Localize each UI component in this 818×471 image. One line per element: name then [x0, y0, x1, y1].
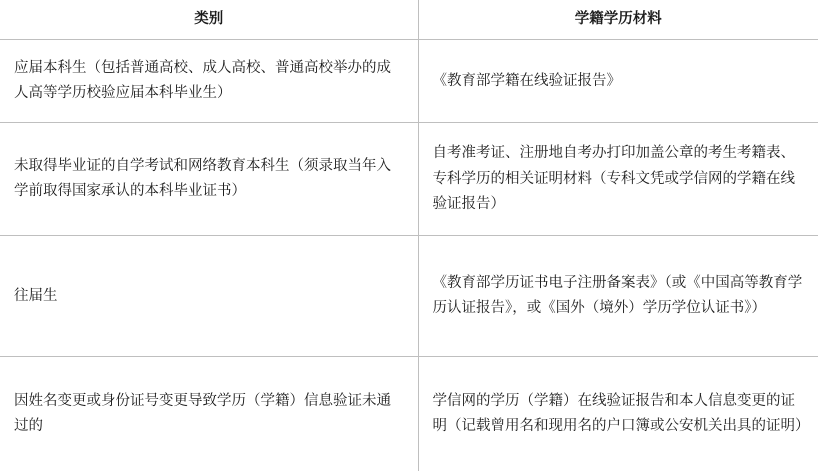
category-text: 因姓名变更或身份证号变更导致学历（学籍）信息验证未通过的	[14, 393, 391, 435]
materials-text: 《教育部学籍在线验证报告》	[432, 72, 621, 89]
materials-text: 《教育部学历证书电子注册备案表》（或《中国高等教育学历认证报告》，或《国外（境外）学历学位认证书》）	[432, 275, 803, 317]
materials-text: 学信网的学历（学籍）在线验证报告和本人信息变更的证明（记载曾用名和现用名的户口簿或公安机关出具的证明）	[432, 393, 810, 435]
table-body	[0, 40, 818, 471]
cell-materials	[418, 357, 818, 471]
cell-materials	[418, 40, 818, 123]
table-row	[0, 123, 818, 236]
column-header-materials: 学籍学历材料	[418, 0, 818, 40]
cell-materials	[418, 123, 818, 236]
materials-text: 自考准考证、注册地自考办打印加盖公章的考生考籍表、专科学历的相关证明材料（专科文凭或学信网的学籍在线验证报告）	[432, 145, 795, 213]
table-header-row	[0, 0, 818, 40]
table-row	[0, 236, 818, 357]
cell-category	[0, 40, 418, 123]
table-row	[0, 357, 818, 471]
table-row	[0, 40, 818, 123]
table-header	[0, 0, 818, 40]
cell-materials	[418, 236, 818, 357]
category-text: 往届生	[14, 287, 58, 304]
cell-category	[0, 357, 418, 471]
cell-category	[0, 123, 418, 236]
category-text: 未取得毕业证的自学考试和网络教育本科生（须录取当年入学前取得国家承认的本科毕业证书）	[14, 158, 391, 200]
column-header-category: 类别	[0, 0, 418, 40]
category-text: 应届本科生（包括普通高校、成人高校、普通高校举办的成人高等学历校验应届本科毕业生）	[14, 60, 391, 102]
cell-category	[0, 236, 418, 357]
